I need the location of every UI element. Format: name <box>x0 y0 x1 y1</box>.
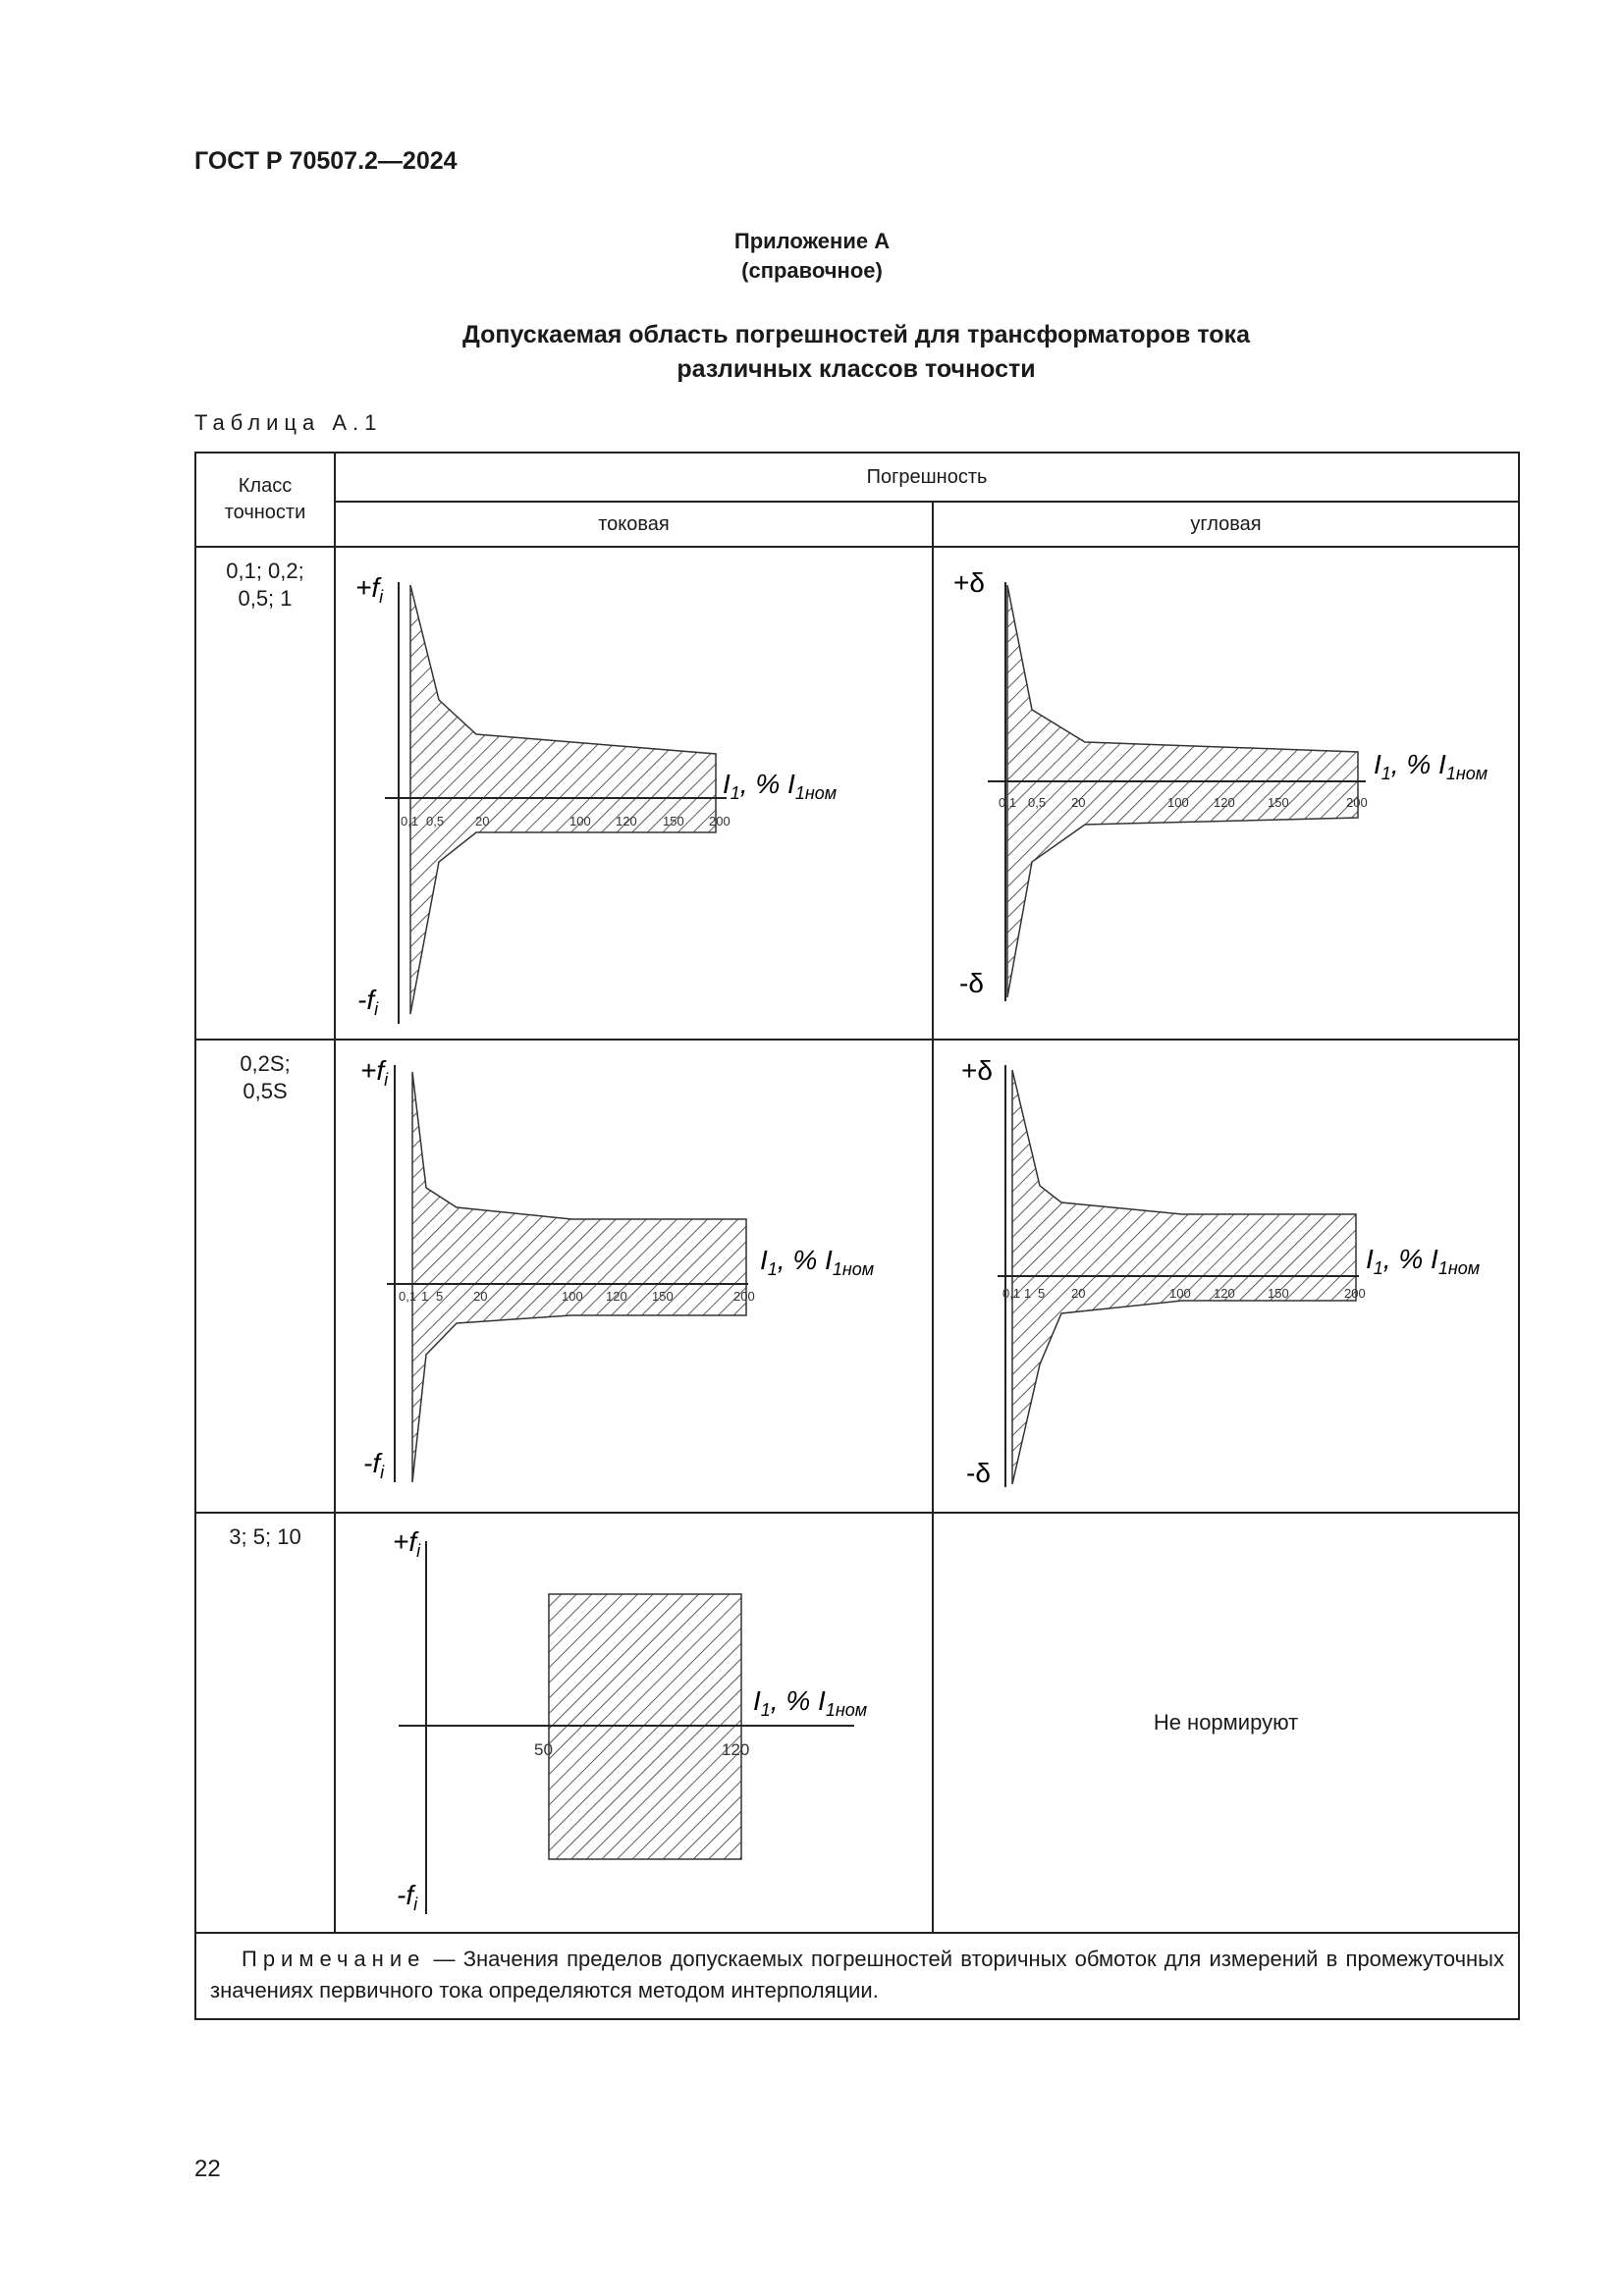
row1-angle-tick: 0,5 <box>1028 795 1047 810</box>
row2-current-x-label: $I_1$, % $I_{1ном}$ <box>760 1245 875 1279</box>
row1-current-tick: 100 <box>569 814 591 828</box>
row1-angle-band <box>1007 585 1358 997</box>
row1-class <box>195 547 335 1040</box>
row2-current-tick: 1 <box>421 1289 429 1304</box>
row2-current-tick: 5 <box>436 1289 444 1304</box>
row2-angle-tick: 120 <box>1214 1286 1235 1301</box>
table-note <box>195 1933 1519 2019</box>
appendix-title: Приложение А <box>733 229 891 253</box>
row2-current-tick: 200 <box>733 1289 755 1304</box>
row1-angle-y-plus: +δ <box>953 567 985 598</box>
row1-current-y-plus: $+f_i$ <box>355 572 384 607</box>
header-current: токовая <box>335 502 933 547</box>
note-label: Примечание <box>242 1947 426 1971</box>
row2-current-y-minus: $-f_i$ <box>363 1448 385 1482</box>
row3-angle-not-normalized: Не нормируют <box>933 1513 1519 1933</box>
row1-current-tick: 120 <box>616 814 637 828</box>
row1-current-tick: 200 <box>709 814 731 828</box>
row3-current-tick: 50 <box>534 1740 553 1759</box>
row1-angle-tick: 100 <box>1167 795 1189 810</box>
appendix-subtitle: (справочное) <box>741 258 883 283</box>
error-table <box>194 452 1520 2020</box>
row3-current-svg <box>336 1514 932 1932</box>
row1-current-tick: 0,5 <box>426 814 445 828</box>
row2-angle-tick: 20 <box>1071 1286 1086 1301</box>
row2-angle-tick: 5 <box>1038 1286 1046 1301</box>
row2-current-tick: 150 <box>652 1289 674 1304</box>
row1-class-text: 0,1; 0,2; 0,5; 1 <box>226 559 304 611</box>
row1-current-tick: 20 <box>475 814 490 828</box>
row1-angle-chart <box>933 547 1519 1040</box>
row3-class <box>195 1513 335 1933</box>
row1-angle-svg <box>934 548 1518 1039</box>
row2-angle-chart <box>933 1040 1519 1513</box>
row2-angle-tick: 0,1 <box>1002 1286 1021 1301</box>
row2-class <box>195 1040 335 1513</box>
row2-angle-y-plus: +δ <box>961 1055 993 1086</box>
row2-angle-y-minus: -δ <box>966 1458 991 1488</box>
row1-angle-tick: 150 <box>1268 795 1289 810</box>
row2-current-svg <box>336 1041 932 1512</box>
row2-current-tick: 20 <box>473 1289 488 1304</box>
note-text: — Значения пределов допускаемых погрешностей вторичных обмоток для измерений в промежуточных значениях первичного тока определяются методом интерполяции. <box>210 1947 1504 2002</box>
row3-class-text: 3; 5; 10 <box>229 1524 301 1549</box>
header-class-text: Класс точности <box>224 475 306 523</box>
row2-current-band <box>412 1072 746 1482</box>
row2-angle-tick: 200 <box>1344 1286 1366 1301</box>
row1-current-band <box>410 585 716 1014</box>
row2-current-y-plus: $+f_i$ <box>360 1055 389 1090</box>
row2-angle-tick: 150 <box>1268 1286 1289 1301</box>
page-number: 22 <box>194 2156 221 2182</box>
row3-current-y-plus: $+f_i$ <box>393 1526 421 1561</box>
row1-current-x-label: $I_1$, % $I_{1ном}$ <box>723 769 838 803</box>
row1-current-chart <box>335 547 933 1040</box>
row2-current-tick: 120 <box>606 1289 627 1304</box>
row1-angle-x-label: $I_1$, % $I_{1ном}$ <box>1374 749 1489 783</box>
row1-current-tick: 150 <box>663 814 684 828</box>
row1-angle-y-minus: -δ <box>959 968 984 998</box>
document-title-line1: Допускаемая область погрешностей для трансформаторов тока <box>462 321 1250 348</box>
row1-current-tick: 0,1 <box>401 814 419 828</box>
row2-current-tick: 0,1 <box>399 1289 417 1304</box>
row2-angle-x-label: $I_1$, % $I_{1ном}$ <box>1366 1244 1481 1278</box>
row1-current-y-minus: $-f_i$ <box>357 985 379 1019</box>
document-title-line2: различных классов точности <box>677 355 1036 383</box>
row3-current-chart <box>335 1513 933 1933</box>
row2-current-chart <box>335 1040 933 1513</box>
row3-current-y-minus: $-f_i$ <box>397 1880 418 1914</box>
row1-angle-tick: 120 <box>1214 795 1235 810</box>
table-name: Таблица А.1 <box>194 410 383 435</box>
header-error: Погрешность <box>335 453 1519 502</box>
row2-angle-tick: 1 <box>1024 1286 1032 1301</box>
standard-number: ГОСТ Р 70507.2—2024 <box>194 147 458 175</box>
header-angle: угловая <box>933 502 1519 547</box>
row1-current-svg <box>336 548 932 1039</box>
row2-current-tick: 100 <box>562 1289 583 1304</box>
row2-angle-svg <box>934 1041 1518 1512</box>
header-class <box>195 453 335 547</box>
row1-angle-tick: 200 <box>1346 795 1368 810</box>
row2-class-text: 0,2S; 0,5S <box>240 1051 291 1103</box>
row3-current-x-label: $I_1$, % $I_{1ном}$ <box>753 1685 868 1720</box>
row1-angle-tick: 20 <box>1071 795 1086 810</box>
row1-angle-tick: 0,1 <box>999 795 1017 810</box>
row2-angle-tick: 100 <box>1169 1286 1191 1301</box>
row3-current-tick: 120 <box>722 1740 750 1759</box>
